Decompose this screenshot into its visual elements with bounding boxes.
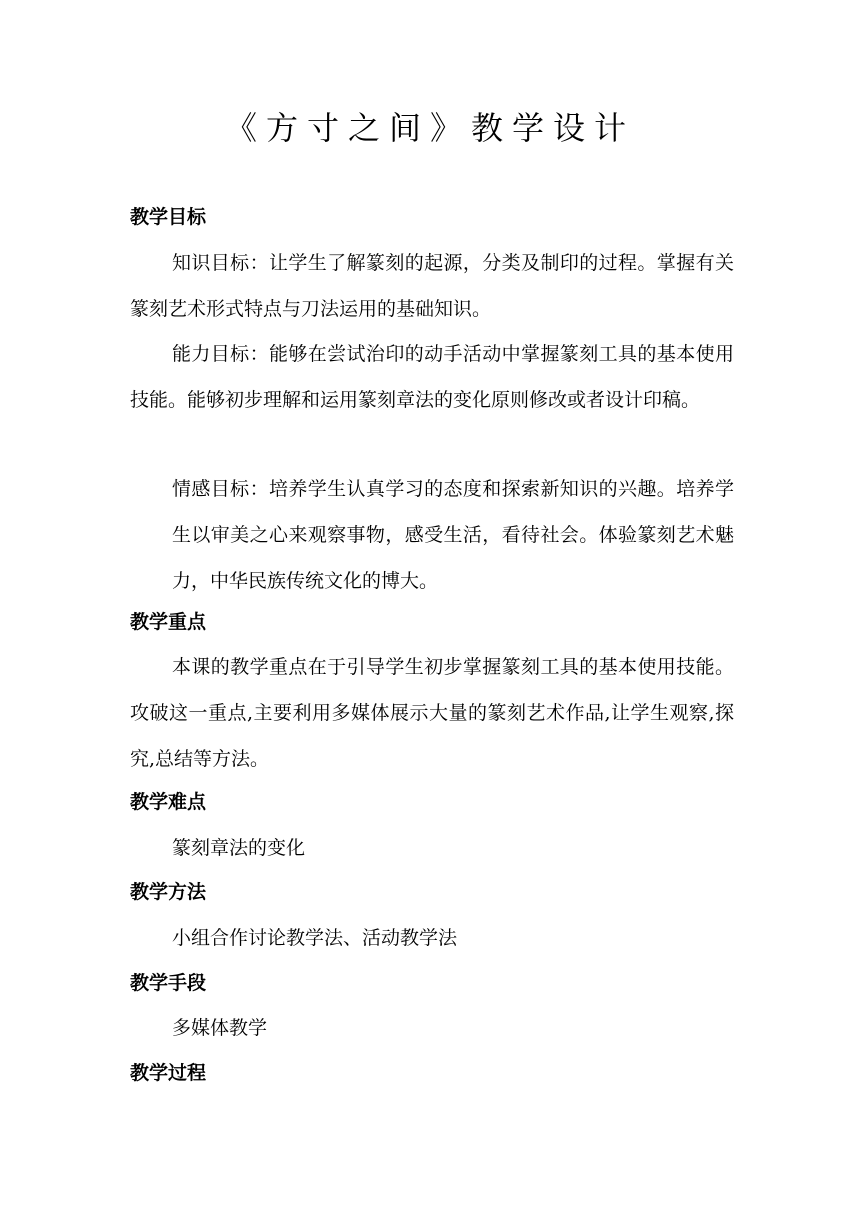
heading-process: 教学过程 (130, 1062, 207, 1084)
heading-difficulties: 教学难点 (130, 791, 207, 813)
paragraph-means: 多媒体教学 (172, 1017, 268, 1039)
paragraph-emotion-objective: 情感目标：培养学生认真学习的态度和探索新知识的兴趣。培养学生以审美之心来观察事物，感受生活，看待社会。体验篆刻艺术魅力，中华民族传统文化的博大。 (172, 478, 734, 592)
paragraph-key-points: 本课的教学重点在于引导学生初步掌握篆刻工具的基本使用技能。攻破这一重点,主要利用多媒体展示大量的篆刻艺术作品,让学生观察,探究,总结等方法。 (130, 656, 734, 770)
heading-means: 教学手段 (130, 972, 207, 994)
paragraph-methods: 小组合作讨论教学法、活动教学法 (172, 927, 458, 949)
heading-objectives: 教学目标 (130, 206, 207, 228)
heading-key-points: 教学重点 (130, 611, 207, 633)
paragraph-ability-objective: 能力目标：能够在尝试治印的动手活动中掌握篆刻工具的基本使用技能。能够初步理解和运用篆刻章法的变化原则修改或者设计印稿。 (130, 343, 734, 411)
paragraph-difficulties: 篆刻章法的变化 (172, 837, 306, 859)
paragraph-knowledge-objective: 知识目标：让学生了解篆刻的起源，分类及制印的过程。掌握有关篆刻艺术形式特点与刀法运用的基础知识。 (130, 252, 734, 320)
document-title: 《方寸之间》教学设计 (224, 109, 635, 147)
heading-methods: 教学方法 (130, 881, 207, 903)
